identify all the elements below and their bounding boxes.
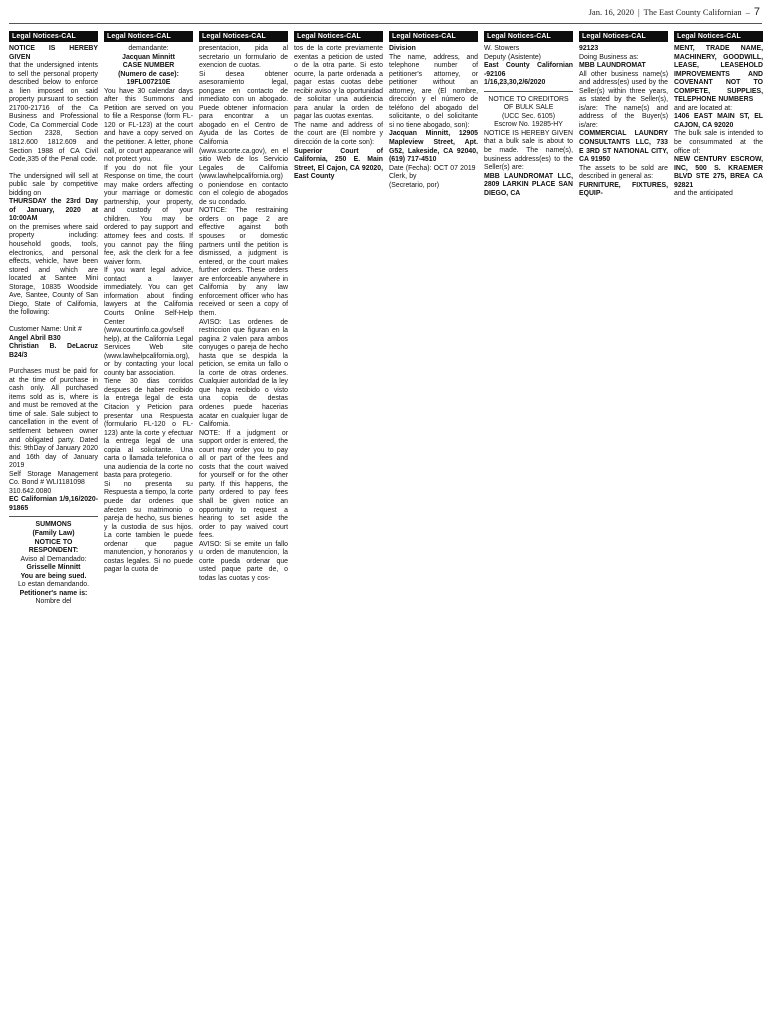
- publication-name: The East County Californian: [643, 7, 742, 17]
- column-heading: Legal Notices-CAL: [294, 31, 383, 42]
- notice-text: Superior Court of California, 250 E. Main Street, El Cajon, CA 92020, East County: [294, 147, 383, 181]
- notice-text: and the anticipated: [674, 190, 733, 198]
- notice-text: The name, address, and telephone number of petitioner's attorney, or petitioner without an attorney, are (El nombre, dirección y el número de teléfono del abogado del solicitante, o del solicitante si no tiene abogado, son):: [389, 53, 478, 129]
- notice-text: W. Stowers Deputy (Asistente): [484, 45, 541, 61]
- paragraph-gap: [9, 165, 98, 173]
- column-3: [199, 31, 288, 671]
- notice-text: demandante:: [128, 45, 169, 52]
- header-dash: –: [745, 7, 750, 17]
- notice-text: East County Californian -92106 1/16,23,30,2/6/2020: [484, 62, 573, 87]
- column-8: [674, 31, 763, 671]
- notice-text: Jacquan Minnitt CASE NUMBER (Numero de case): 19FL007210E: [118, 53, 179, 87]
- notice-text: Division: [389, 45, 416, 52]
- notice-text: MBB LAUNDROMAT LLC, 2809 LARKIN PLACE SAN DIEGO, CA: [484, 172, 573, 197]
- notice-text: presentacion, pida al secretario un formulario de exencion de cuotas. Si desea obtener asesoramiento legal, pongase en contacto de inmediato con un abogado. Puede obtener informacion para encontrar a un abogado en el Centro de Ayuda de las Cortes de California (www.sucorte.ca.gov), en el sitio Web de los Servicio Legales de California (www.lawhelpcalifornia.org) o poniendose en contacto con el colegio de abogados de su condado. NOTICE: The restraining orders on page 2 are effective against both spouses or domestic partners until the petition is dismissed, a judgment is entered, or the court makes further orders. These orders are enforceable anywhere in California by any law enforcement officer who has received or seen a copy of them. AVISO: Las ordenes de restriccion que figuran en la pagina 2 valen para ambos conyuges o pareja de hecho hasta que se despida la peticion, se emita un fallo o la corte de otras ordenes. Cualquier autoridad de la ley que haya recibido o visto una copia de destas ordenes puede hacerias acatar en cualquier lugar de California. NOTE: If a judgment or support order is entered, the court may order you to pay all or part of the fees and costs that the court waived for yourself or for the other party. If this happens, the party ordered to pay fees shall be given notice an opportunity to request a hearing to set aside the order to pay waived court fees. AVISO: Si se emite un fallo u orden de manutencion, la corte pueda ordenar que usted paque parte de, o todas las cuotas y cos-: [199, 45, 288, 582]
- notice-divider: [9, 516, 98, 517]
- notice-text: Purchases must be paid for at the time of purchase in cash only. All purchased items sold as is, where is and must be removed at the time of sale. Sale subject to cancellation in the event of settlement between owner and obligated party. Dated this: 9thDay of January 2020 and 16th day of January 2019 Self Storage Management Co. Bond # WLI1181098 310.642.0080: [9, 368, 98, 495]
- notice-text: You have 30 calendar days after this Summons and Petition are served on you to file a Response (form FL-120 or FL-123) at the court and have a copy served on the petitioner. A letter, phone call, or court appearance will not protect you. If you do not file your Response on time, the court may make orders affecting your marriage or domestic partnership, your property, and custody of your children. You may be ordered to pay support and attorney fees and costs. If you cannot pay the filing fee, ask the clerk for a fee waiver form. If you want legal advice, contact a lawyer immediately. You can get information about finding lawyers at the California Courts Online Self-Help Center (www.courtinfo.ca.gov/self help), at the California Legal Services Web site (www.lawhelpcalifornia.org), or by contacting your local county bar association. Tiene 30 dias corridos despues de haber recibido la entrega legal de esta Citacion y Peticion para presentar una Respuesta (formulario FL-120 o FL-123) ante la corte y efectuar la entrega legal de una copia al solicitante. Una carta o llamada telefonica o una audiencia de la corte no basta para protegerio. Si no presenta su Respuesta a tiempo, la corte puede dar ordenes que afecten su matrimonio o pareja de hecho, sus bienes y la custodia de sus hijos. La corte tambien le puede ordenar que pague manutencion, y honorarios y costas legales. Si no puede pagar la cuota de: [104, 87, 193, 574]
- notice-divider: [484, 91, 573, 92]
- notice-text: that the undersigned intents to sell the personal property described below to enforce a lien imposed on said property pursuant to section 21700-21716 of the Ca Business and Professional Code, Ca Commercial Code Section 2328, Section 1812.600 1812.609 and Section 1988 of CA Civil Code,335 of the Penal code.: [9, 62, 98, 164]
- notice-text: The assets to be sold are described in general as:: [579, 164, 668, 181]
- notice-text: tos de la corte previamente exentas a peticion de usted o de la otra parte. Si esto ocurre, la parte ordenada a pagar estas cuotas debe recibir aviso y la oportunidad de solicitar una audiencia para anular la orden de pagar las cuotas exentas. The name and address of the court are (El nombre y dirección de la corte son):: [294, 45, 383, 147]
- column-5: [389, 31, 478, 671]
- notice-text: Jacquan Minnitt, 12905 Mapleview Street, Apt. G52, Lakeside, CA 92040, (619) 717-4510: [389, 130, 478, 164]
- notice-text: MBB LAUNDROMAT: [579, 62, 646, 70]
- notice-text: The bulk sale is intended to be consummated at the office of:: [674, 130, 763, 155]
- notice-text: Grisselle Minnitt You are being sued.: [20, 564, 87, 580]
- notice-text: THURSDAY the 23rd Day of January, 2020 at 10:00AM: [9, 198, 98, 223]
- notice-text: Doing Business as:: [579, 53, 639, 61]
- notice-text: MENT, TRADE NAME, MACHINERY, GOODWILL, LEASE, LEASEHOLD IMPROVEMENTS AND COVENANT NOT TO COMPETE, SUPPLIES, TELEPHONE NUMBERS: [674, 45, 763, 104]
- column-heading: Legal Notices-CAL: [579, 31, 668, 42]
- notice-text: Petitioner's name is:: [19, 589, 88, 597]
- notice-text: Lo estan demandando.: [17, 581, 90, 589]
- column-1: [9, 31, 98, 671]
- paragraph-gap: [9, 360, 98, 368]
- legal-notices-columns: [9, 31, 762, 671]
- notice-text: NOTICE IS HEREBY GIVEN: [9, 45, 98, 61]
- notice-text: The undersigned will sell at public sale by competitive bidding on: [9, 172, 98, 197]
- notice-text: 1406 EAST MAIN ST, EL CAJON, CA 92020: [674, 113, 763, 129]
- page-number: 7: [753, 6, 760, 18]
- notice-text: All other business name(s) and address(es) used by the Seller(s) within three years, as stated by the Seller(s), is/are: The name(s) and address of the Buyer(s) is/are:: [579, 70, 668, 129]
- header-separator: |: [637, 7, 640, 17]
- column-heading: Legal Notices-CAL: [674, 31, 763, 42]
- notice-text: SUMMONS (Family Law) NOTICE TO RESPONDENT:: [28, 521, 79, 555]
- column-heading: Legal Notices-CAL: [199, 31, 288, 42]
- notice-text: COMMERCIAL LAUNDRY CONSULTANTS LLC, 733 E 3RD ST NATIONAL CITY, CA 91950: [579, 130, 668, 164]
- column-6: [484, 31, 573, 671]
- paragraph-gap: [9, 318, 98, 326]
- column-heading: Legal Notices-CAL: [9, 31, 98, 42]
- column-heading: Legal Notices-CAL: [389, 31, 478, 42]
- notice-text: NOTICE TO CREDITORS OF BULK SALE (UCC Sec. 6105) Escrow No. 19285-HY: [488, 95, 569, 129]
- notice-text: Nombre del: [35, 598, 72, 606]
- header-rule: [9, 23, 762, 24]
- notice-text: on the premises where said property including: household goods, tools, electronics, and personal effects, vehicle, have been stored and which are located at Santee Mini Storage, 10835 Woodside Ave, Santee, County of San Diego, State of California, the following:: [9, 223, 98, 317]
- issue-date: Jan. 16, 2020: [588, 7, 634, 17]
- notice-text: Aviso al Demandado:: [20, 555, 87, 563]
- page-header: [589, 6, 760, 20]
- notice-text: Angel Abril B30 Christian B. DeLacruz B24/3: [9, 334, 98, 359]
- notice-text: NOTICE IS HEREBY GIVEN that a bulk sale is about to be made. The name(s), business address(es) to the Seller(s) are:: [484, 129, 573, 172]
- notice-text: EC Californian 1/9,16/2020-91865: [9, 496, 98, 512]
- notice-text: FURNITURE, FIXTURES, EQUIP-: [579, 181, 668, 198]
- notice-text: Customer Name: Unit #: [9, 325, 82, 333]
- column-heading: Legal Notices-CAL: [104, 31, 193, 42]
- notice-text: NEW CENTURY ESCROW, INC, 500 S. KRAEMER BLVD STE 275, BREA CA 92821: [674, 156, 763, 189]
- column-4: [294, 31, 383, 671]
- notice-text: Date (Fecha): OCT 07 2019 Clerk, by (Secretario, por): [389, 164, 476, 189]
- column-2: [104, 31, 193, 671]
- notice-text: 92123: [579, 45, 599, 52]
- notice-text: and are located at:: [674, 104, 732, 112]
- column-heading: Legal Notices-CAL: [484, 31, 573, 42]
- column-7: [579, 31, 668, 671]
